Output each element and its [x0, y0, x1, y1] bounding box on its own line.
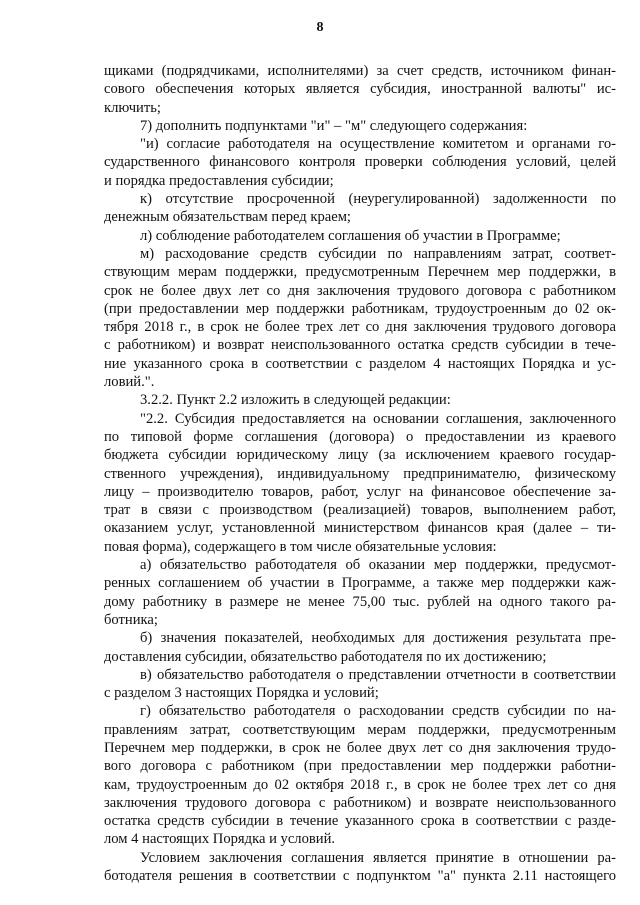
text-line: и порядка предоставления субсидии; [104, 172, 334, 189]
text-line: сударственного финансового контроля проверки соблюдения условий, целей [104, 154, 616, 171]
document-body-text [104, 62, 616, 885]
text-line: оказанием услуг, установленной министерством финансов края (далее – ти- [104, 520, 616, 537]
text-line: м) расходование средств субсидии по направлениям затрат, соответ- [140, 245, 616, 262]
text-line: трат в связи с производством (реализацией) товаров, выполнением работ, [104, 502, 616, 519]
text-line: Перечнем мер поддержки, в срок не более двух лет со дня заключения трудо- [104, 739, 616, 756]
text-line: повая форма), содержащего в том числе обязательные условия: [104, 538, 497, 555]
text-line: остатка средств субсидии в течение указанного срока в соответствии с разде- [104, 813, 616, 830]
text-line: заключения трудового договора с работником) и возврате неиспользованного [104, 794, 616, 811]
text-line: а) обязательство работодателя об оказании мер поддержки, предусмот- [140, 557, 616, 574]
text-line: дому работнику в размере не менее 75,00 тыс. рублей на одного такого ра- [104, 593, 616, 610]
text-line: щиками (подрядчиками, исполнителями) за счет средств, источником финан- [104, 63, 616, 79]
text-line: правлениям затрат, соответствующим мерам поддержки, предусмотренным [104, 721, 616, 738]
text-line: б) значения показателей, необходимых для достижения результата пре- [140, 630, 616, 647]
text-line: г) обязательство работодателя о расходовании средств субсидии по на- [140, 703, 616, 720]
text-line: Условием заключения соглашения является принятие в отношении ра- [140, 849, 616, 866]
text-line: ключить; [104, 99, 161, 116]
text-line: ботодателя решения в соответствии с подпунктом "а" пункта 2.11 настоящего [104, 868, 616, 885]
text-line: бюджета субсидии юридическому лицу (за исключением краевого государ- [104, 447, 616, 464]
text-line: "2.2. Субсидия предоставляется на основании соглашения, заключенного [140, 410, 616, 427]
text-line: доставления субсидии, обязательство работодателя по их достижению; [104, 648, 547, 665]
text-line: ботника; [104, 611, 158, 628]
text-line: денежным обязательствам перед краем; [104, 209, 351, 226]
text-line: в) обязательство работодателя о представлении отчетности в соответствии [140, 666, 616, 683]
text-line: с работником) и возврат неиспользованного остатка средств субсидии в тече- [104, 337, 616, 354]
text-line: кам, трудоустроенным до 02 октября 2018 г., в срок не более трех лет со дня [104, 776, 616, 793]
text-line: лицу – производителю товаров, работ, услуг на финансовое обеспечение за- [104, 483, 616, 500]
text-line: ние указанного срока в соответствии с разделом 4 настоящих Порядка и ус- [104, 355, 616, 372]
text-line: (при предоставлении мер поддержки работникам, трудоустроенным до 02 ок- [104, 300, 616, 317]
text-line: 3.2.2. Пункт 2.2 изложить в следующей редакции: [140, 392, 451, 409]
text-line: по типовой форме соглашения (договора) о предоставлении из краевого [104, 428, 616, 445]
text-line: ственного учреждения), индивидуальному предпринимателю, физическому [104, 465, 616, 482]
text-line: срок не более двух лет со дня заключения трудового договора с работником [104, 282, 616, 299]
text-line: "и) согласие работодателя на осуществление комитетом и органами го- [140, 136, 616, 153]
text-line: сового обеспечения которых является субсидия, иностранной валюты" ис- [104, 81, 616, 98]
text-line: тября 2018 г., в срок не более трех лет со дня заключения трудового договора [104, 319, 616, 336]
text-line: к) отсутствие просроченной (неурегулированной) задолженности по [140, 191, 616, 208]
text-line: ловий.". [104, 374, 155, 391]
text-line: ствующим мерам поддержки, предусмотренным Перечнем мер поддержки, в [104, 264, 616, 281]
page-number: 8 [316, 20, 324, 35]
text-line: лом 4 настоящих Порядка и условий. [104, 831, 336, 848]
text-line: 7) дополнить подпунктами "и" – "м" следующего содержания: [140, 117, 528, 134]
text-line: вого договора с работником (при предоставлении мер поддержки работни- [104, 758, 616, 775]
text-line: л) соблюдение работодателем соглашения об участии в Программе; [140, 227, 561, 244]
text-line: с разделом 3 настоящих Порядка и условий; [104, 685, 379, 702]
text-line: ренных соглашением об участии в Программе, а также мер поддержки каж- [104, 575, 616, 592]
